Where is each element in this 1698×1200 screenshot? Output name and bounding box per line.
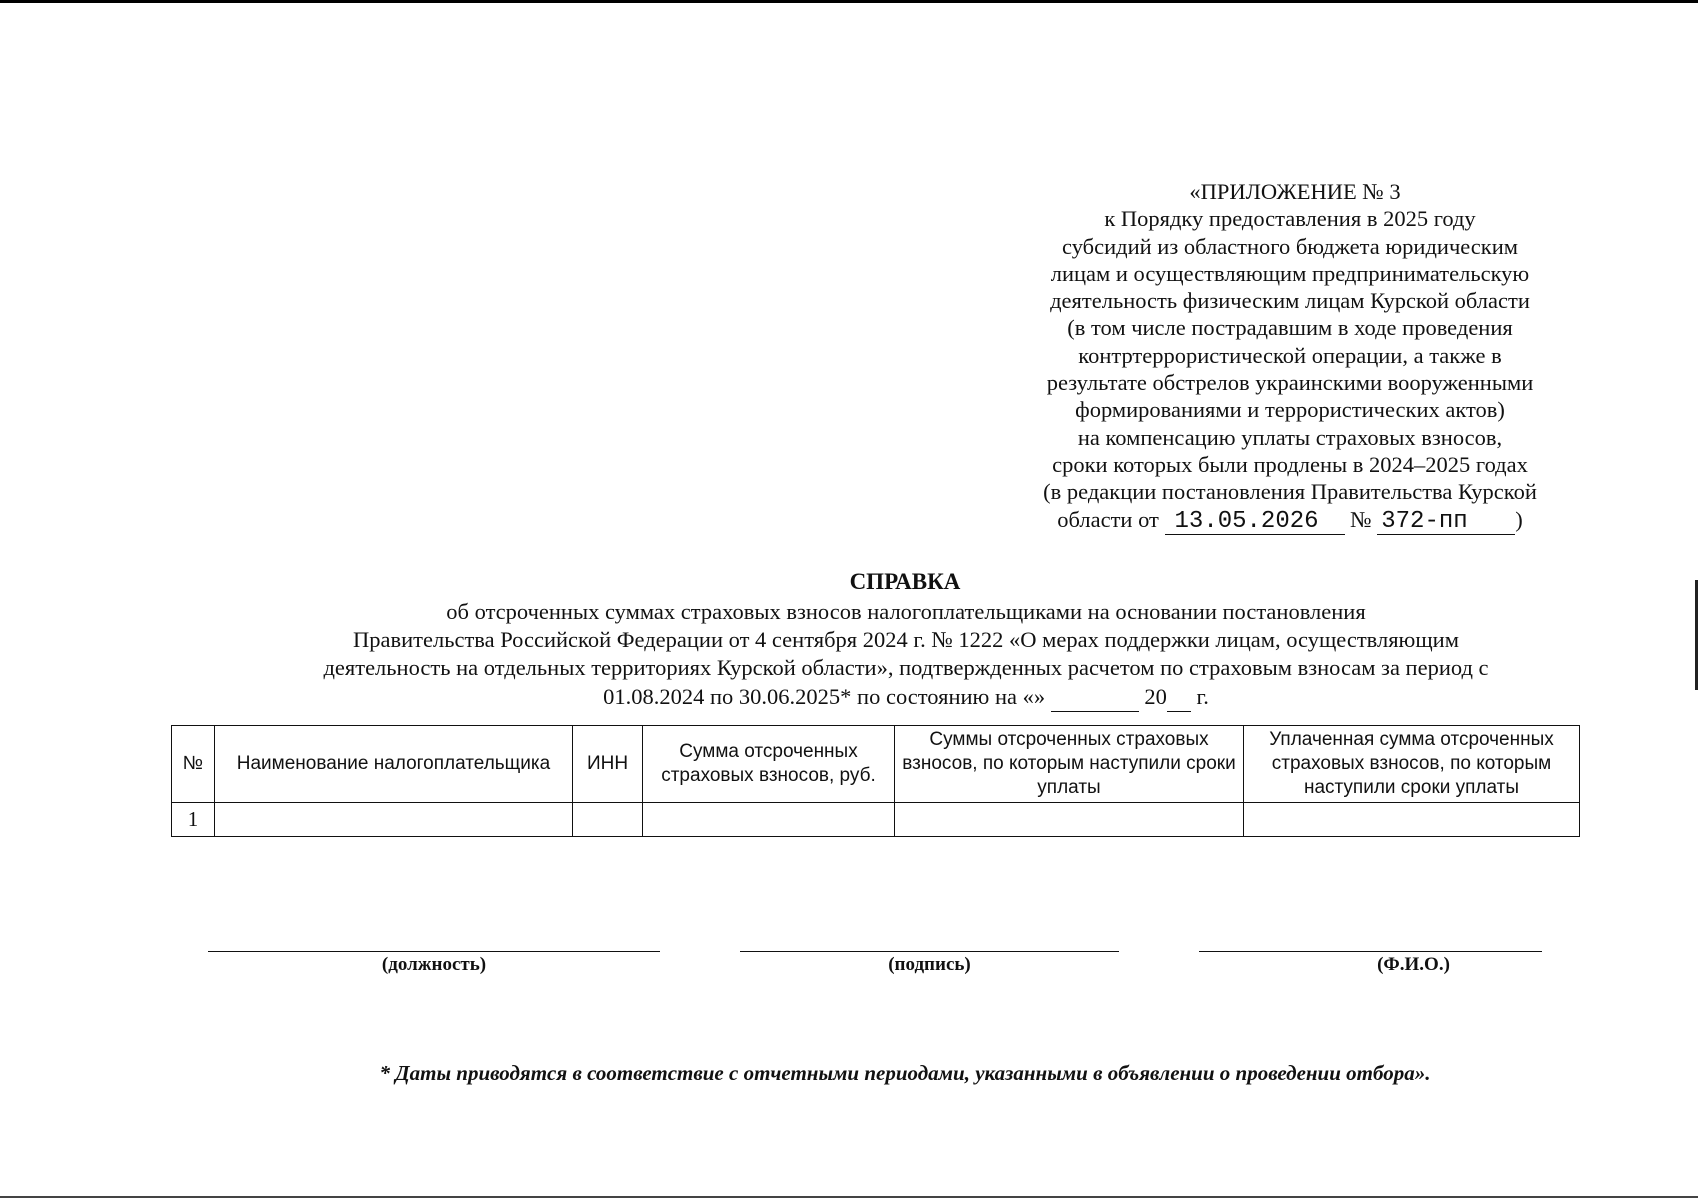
year-blank[interactable] (1167, 683, 1191, 712)
col-paid-sum-header: Уплаченная сумма отсроченных страховых взносов, по которым наступили сроки уплаты (1244, 726, 1580, 803)
document-title: СПРАВКА (849, 569, 961, 594)
signature-line[interactable] (740, 951, 1119, 952)
contributions-table (171, 725, 1580, 837)
annex-line: на компенсацию уплаты страховых взносов, (1077, 424, 1503, 450)
paid-sum-cell[interactable] (1244, 803, 1580, 837)
table-row (172, 803, 1580, 837)
annex-last-prefix: области от (1057, 506, 1159, 532)
footnote: * Даты приводятся в соответствие с отчетными периодами, указанными в объявлении о проведении отбора». (379, 1061, 1431, 1085)
signature-block (740, 951, 1119, 977)
col-taxpayer-name-header: Наименование налогоплательщика (215, 726, 573, 803)
document-subtitle (226, 598, 1586, 712)
subtitle-date-line (226, 683, 1586, 712)
scan-bottom-border (0, 1196, 1698, 1198)
annex-line: субсидий из областного бюджета юридическим (1062, 233, 1518, 259)
position-signature-block (208, 951, 660, 977)
annex-number: «ПРИЛОЖЕНИЕ № 3 (1189, 179, 1401, 204)
table-header-row (172, 726, 1580, 803)
annex-line: (в том числе пострадавшим в ходе проведения (1067, 315, 1513, 341)
fio-caption: (Ф.И.О.) (1377, 954, 1450, 975)
period-text: 01.08.2024 по 30.06.2025* по состоянию на «» (603, 683, 1046, 709)
taxpayer-name-cell[interactable] (215, 803, 573, 837)
subtitle-line: деятельность на отдельных территориях Курской области», подтвержденных расчетом по страховым взносам за период с (323, 655, 1489, 681)
resolution-number-field[interactable]: 372-пп (1377, 510, 1515, 535)
fio-signature-block (1199, 951, 1542, 977)
annex-line: к Порядку предоставления в 2025 году (1104, 206, 1476, 232)
annex-line: результате обстрелов украинскими вооруженными (1046, 370, 1534, 396)
col-inn-header: ИНН (573, 726, 643, 803)
year-suffix: г. (1196, 683, 1209, 709)
annex-line: контртеррористической операции, а также в (1078, 342, 1502, 368)
position-caption: (должность) (381, 954, 487, 975)
col-due-sum-header: Суммы отсроченных страховых взносов, по которым наступили сроки уплаты (895, 726, 1244, 803)
col-number-header: № (172, 726, 215, 803)
annex-line: (в редакции постановления Правительства Курской (1043, 479, 1537, 505)
annex-line: лицам и осуществляющим предпринимательскую (1050, 260, 1530, 286)
position-line[interactable] (208, 951, 660, 952)
inn-cell[interactable] (573, 803, 643, 837)
annex-header (1000, 178, 1580, 535)
fio-line[interactable] (1199, 951, 1542, 952)
col-deferred-sum-header: Сумма отсроченных страховых взносов, руб. (643, 726, 895, 803)
annex-line: сроки которых были продлены в 2024–2025 годах (1052, 451, 1528, 477)
year-prefix: 20 (1144, 683, 1167, 709)
annex-resolution-line (1000, 506, 1580, 535)
resolution-date-field[interactable]: 13.05.2026 (1165, 510, 1345, 535)
deferred-sum-cell[interactable] (643, 803, 895, 837)
subtitle-line: об отсроченных суммах страховых взносов налогоплательщиками на основании постановления (446, 599, 1366, 624)
annex-line: деятельность физическим лицам Курской области (1050, 288, 1530, 314)
due-sum-cell[interactable] (895, 803, 1244, 837)
signature-caption: (подпись) (888, 954, 971, 975)
row-number-cell: 1 (172, 803, 215, 837)
number-label: № (1350, 506, 1372, 532)
annex-line: формированиями и террористических актов) (1075, 397, 1505, 423)
closing-paren: ) (1515, 506, 1523, 532)
scan-top-border (0, 0, 1698, 3)
subtitle-line: Правительства Российской Федерации от 4 сентября 2024 г. № 1222 «О мерах поддержки лицам, осуществляющим (353, 627, 1459, 653)
date-blank[interactable] (1051, 683, 1139, 712)
